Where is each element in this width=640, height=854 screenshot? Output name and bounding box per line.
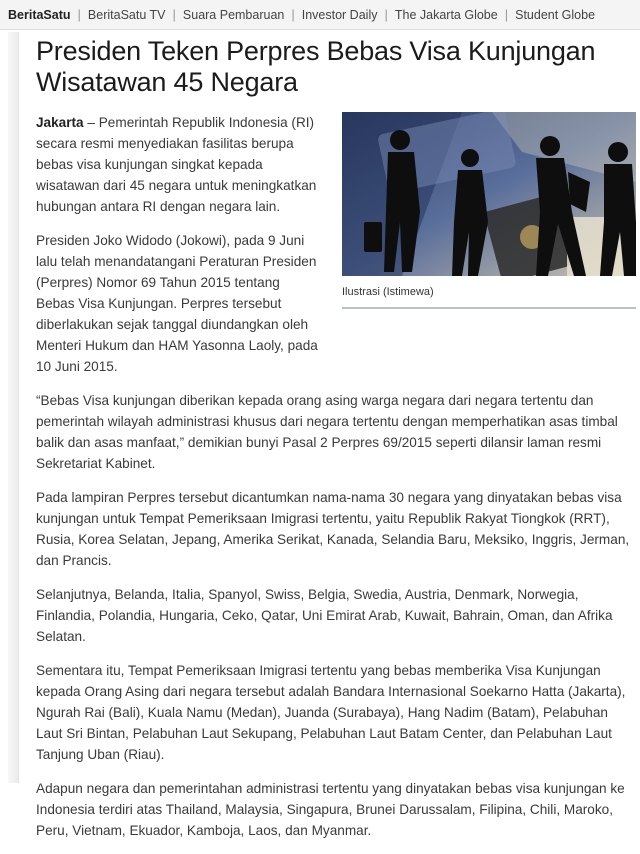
- nav-separator: |: [504, 7, 509, 22]
- paragraph: Adapun negara dan pemerintahan administrasi tertentu yang dinyatakan bebas visa kunjungan ke Indonesia terdiri atas Thailand, Malaysia, Singapura, Brunei Darussalam, Filipina, Chili, Maroko, Peru, Vietnam, Ekuador, Kamboja, Laos, dan Myanmar.: [36, 781, 625, 838]
- image-caption: Ilustrasi (Istimewa): [342, 276, 636, 309]
- travelers-illustration: [342, 112, 636, 276]
- article-title: Presiden Teken Perpres Bebas Visa Kunjungan Wisatawan 45 Negara: [36, 36, 596, 97]
- nav-separator: |: [291, 7, 295, 22]
- nav-beritasatu[interactable]: BeritaSatu: [8, 7, 71, 22]
- nav-beritasatu-tv[interactable]: BeritaSatu TV: [87, 7, 166, 22]
- nav-separator: |: [384, 7, 388, 22]
- paragraph: Sementara itu, Tempat Pemeriksaan Imigrasi tertentu yang bebas memberika Visa Kunjungan kepada Orang Asing dari negara tersebut adalah Bandara Internasional Soekarno Hatta (Jakarta), Ngurah Rai (Bali), Kuala Namu (Medan), Juanda (Surabaya), Hang Nadim (Batam), Pelabuhan Laut Sri Bintan, Pelabuhan Laut Sekupang, Pelabuhan Laut Batam Center, dan Pelabuhan Laut Tanjung Uban (Riau).: [36, 663, 626, 762]
- nav-separator: |: [77, 7, 81, 22]
- nav-separator: |: [172, 7, 176, 22]
- nav-investor-daily[interactable]: Investor Daily: [301, 7, 378, 22]
- article-image[interactable]: [342, 112, 636, 276]
- paragraph: Presiden Joko Widodo (Jokowi), pada 9 Juni lalu telah menandatangani Peraturan Presiden (Perpres) Nomor 69 Tahun 2015 tentang Bebas Visa Kunjungan. Perpres tersebut diberlakukan sejak tanggal diundangkan oleh Menteri Hukum dan HAM Yasonna Laoly, pada 10 Juni 2015.: [36, 233, 318, 374]
- top-navigation: [0, 0, 640, 30]
- article-container: [36, 36, 636, 854]
- nav-student-globe[interactable]: Student Globe: [515, 7, 596, 22]
- paragraph: Selanjutnya, Belanda, Italia, Spanyol, Swiss, Belgia, Swedia, Austria, Denmark, Norwegia, Finlandia, Polandia, Hungaria, Ceko, Qatar, Uni Emirat Arab, Kuwait, Bahrain, Oman, dan Afrika Selatan.: [36, 587, 613, 644]
- lead-text: – Pemerintah Republik Indonesia (RI) secara resmi menyediakan fasilitas berupa bebas visa kunjungan singkat kepada wisatawan dari 45 negara untuk meningkatkan hubungan antara RI dengan negara lain.: [36, 115, 317, 214]
- article-figure: [342, 112, 636, 309]
- nav-suara-pembaruan[interactable]: Suara Pembaruan: [182, 7, 285, 22]
- article-body: [36, 112, 636, 841]
- paragraph: Pada lampiran Perpres tersebut dicantumkan nama-nama 30 negara yang dinyatakan bebas visa kunjungan untuk Tempat Pemeriksaan Imigrasi tertentu, yaitu Republik Rakyat Tiongkok (RRT), Rusia, Korea Selatan, Jepang, Amerika Serikat, Kanada, Selandia Baru, Meksiko, Inggris, Jerman, dan Prancis.: [36, 490, 630, 568]
- nav-jakarta-globe[interactable]: The Jakarta Globe: [394, 7, 498, 22]
- paragraph: “Bebas Visa kunjungan diberikan kepada orang asing warga negara dari negara tertentu dan pemerintah wilayah administrasi khusus dari negara tertentu dengan memperhatikan asas timbal balik dan asas manfaat,” demikian bunyi Pasal 2 Perpres 69/2015 seperti dilansir laman resmi Sekretariat Kabinet.: [36, 393, 618, 471]
- lead-paragraph: [36, 112, 318, 217]
- left-gutter: [8, 32, 19, 783]
- dateline: Jakarta: [36, 115, 84, 130]
